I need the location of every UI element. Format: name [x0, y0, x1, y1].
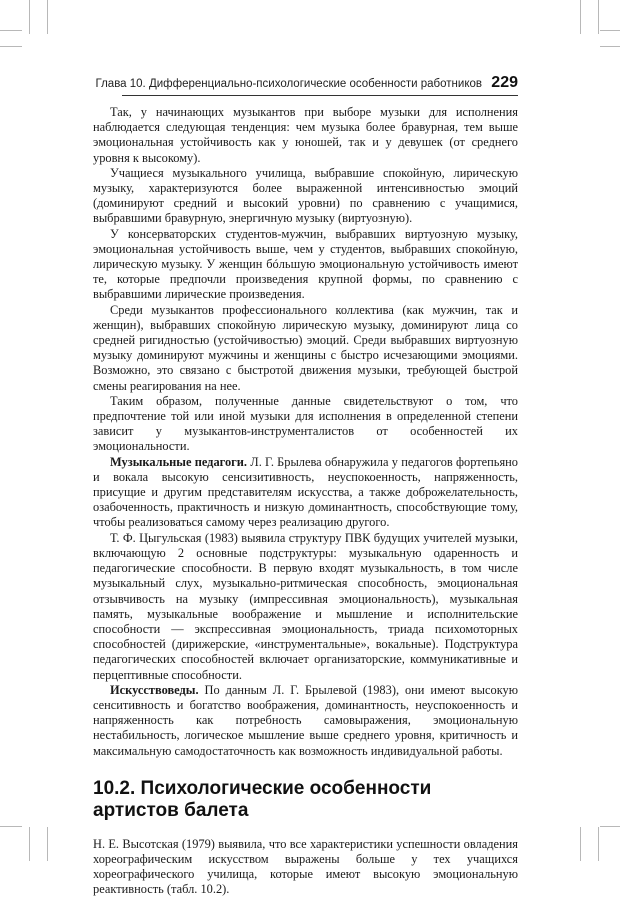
crop-mark — [600, 46, 620, 47]
crop-mark — [580, 827, 581, 861]
paragraph: Так, у начинающих музыкантов при выборе музыки для исполнения наблюдается следующая тенденция: чем музыка более бравурная, тем выше эмоциональная устойчивость как у юношей, так и у девушек (от среднего уровня к высокому). — [93, 105, 518, 165]
crop-mark — [47, 827, 48, 861]
header-rule — [122, 95, 518, 96]
crop-mark — [29, 827, 30, 861]
paragraph: Учащиеся музыкального училища, выбравшие спокойную, лирическую музыку, характеризуются более выраженной интенсивностью эмоций (доминируют средний и высокий уровни) по сравнению с учащимися, выбравшими бравурную, энергичную музыку (виртуозную). — [93, 165, 518, 226]
crop-mark — [580, 0, 581, 34]
page-body — [93, 105, 518, 898]
header-title: Глава 10. Дифференциально-психологические особенности работников — [95, 78, 482, 90]
crop-mark — [600, 826, 620, 827]
bold-lead-in: Искусствоведы. — [110, 682, 199, 697]
paragraph: Н. Е. Высотская (1979) выявила, что все характеристики успешности овладения хореографическим искусством выражены больше у тех учащихся хореографического училища, которые имеют высокую эмоциональную реактивность (табл. 10.2). — [93, 836, 518, 897]
paragraph-text: По данным Л. Г. Брылевой (1983), они имеют высокую сенситивность и богатство воображения, доминантность, неуспокоенность и напряженность как потребность самовыражения, эмоциональную нестабильность, логическое мышление выше среднего уровня, критичность и максимальную самодостаточность как возможность индивидуальной работы. — [93, 682, 518, 758]
paragraph: Таким образом, полученные данные свидетельствуют о том, что предпочтение той или иной музыки для исполнения в определенной степени зависит у музыкантов-инструменталистов от особенностей их эмоциональности. — [93, 393, 518, 454]
section-heading: 10.2. Психологические особенности артистов балета — [93, 777, 432, 821]
page-number: 229 — [491, 74, 518, 91]
crop-mark — [0, 46, 22, 47]
paragraph: У консерваторских студентов-мужчин, выбравших виртуозную музыку, эмоциональная устойчивость выше, чем у студентов, выбравших спокойную, лирическую музыку. У женщин бóльшую эмоциональную устойчивость имеют те, которые предпочли произведения крупной формы, по сравнению с выбравшими лирические произведения. — [93, 226, 518, 302]
bold-lead-in: Музыкальные педагоги. — [110, 454, 248, 469]
crop-mark — [598, 827, 599, 861]
paragraph: Среди музыкантов профессионального коллектива (как мужчин, так и женщин), выбравших спокойную лирическую музыку, доминируют лица со средней ригидностью (устойчивостью) эмоций. Среди выбравших виртуозную музыку доминируют мужчины и женщины с быстро исчезающими эмоциями. Возможно, это связано с быстротой движения музыки, требующей быстрой смены реагирования на нее. — [93, 302, 518, 393]
crop-mark — [47, 0, 48, 34]
crop-mark — [0, 826, 22, 827]
crop-mark — [0, 30, 22, 31]
paragraph-critics — [93, 683, 518, 759]
paragraph-text: Л. Г. Брылева обнаружила у педагогов фортепьяно и вокала высокую сенсизитивность, неуспокоенность, напряженность, присущие и другим представителям искусства, а также доброжелательность, озабоченность, практичность и низкую доминантность, способствующие тому, чтобы реализоваться самому через реализацию другого. — [93, 454, 518, 530]
running-header — [95, 74, 518, 96]
crop-mark — [29, 0, 30, 34]
paragraph: Т. Ф. Цыгульская (1983) выявила структуру ПВК будущих учителей музыки, включающую 2 основные подструктуры: музыкальную одаренность и педагогические способности. В первую входят музыкальность, в том числе музыкальный слух, музыкально-ритмическая способность, эмоциональная отзывчивость на музыку (импрессивная эмоциональность), музыкальная память, музыкальные воображение и мышление и исполнительские способности — экспрессивная эмоциональность, триада психомоторных способностей (дирижерские, «инструментальные», вокальные). Подструктура педагогических способностей включает организаторские, коммуникативные и перцептивные способности. — [93, 530, 518, 682]
crop-mark — [600, 30, 620, 31]
crop-mark — [598, 0, 599, 34]
paragraph-teachers — [93, 455, 518, 531]
